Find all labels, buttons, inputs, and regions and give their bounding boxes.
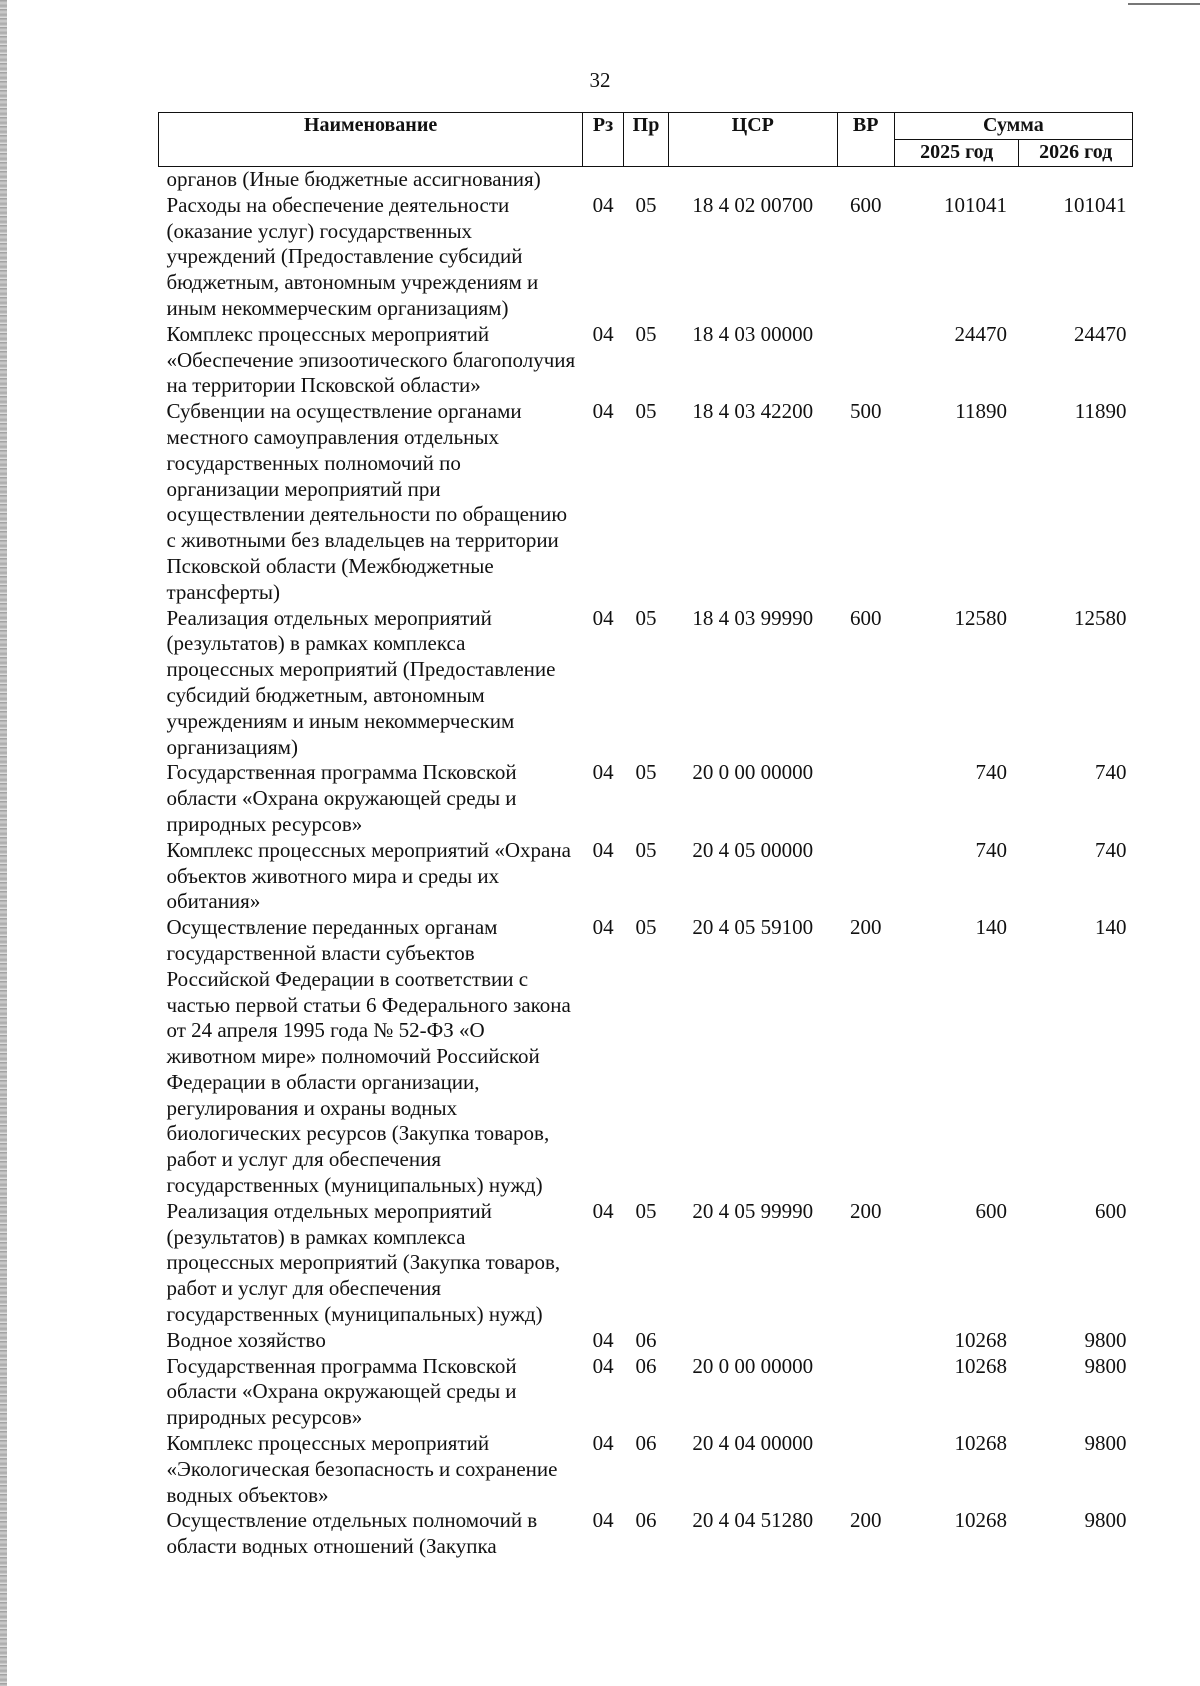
row-vr: 200	[849, 915, 882, 940]
row-sum-2026: 740	[1095, 760, 1127, 785]
row-name: Осуществление переданных органам государственной власти субъектов Российской Федерации в соответствии с частью первой статьи 6 Федерального закона от 24 апреля 1995 года № 52-ФЗ «О животном мире» полномочий Российской Федерации в области организации, регулирования и охраны водных биологических ресурсов (Закупка товаров, работ и услуг для обеспечения государственных (муниципальных) нужд)	[166, 915, 571, 1198]
row-sum-2025: 101041	[943, 192, 1007, 217]
row-vr: 500	[849, 399, 882, 424]
row-sum-2026: 24470	[1074, 321, 1127, 346]
row-pr: 06	[635, 1327, 657, 1352]
row-vr: 200	[849, 1508, 882, 1533]
row-rz: 04	[592, 915, 614, 940]
row-sum-2026: 101041	[1063, 192, 1127, 217]
col-header-name: Наименование	[159, 113, 583, 167]
page-number: 32	[589, 68, 611, 92]
row-sum-2026: 9800	[1084, 1327, 1127, 1352]
row-sum-2026: 12580	[1074, 605, 1127, 630]
row-vr	[837, 838, 894, 915]
row-sum-2025: 740	[975, 837, 1007, 862]
row-vr	[837, 322, 894, 399]
row-name: Комплекс процессных мероприятий «Охрана объектов животного мира и среды их обитания»	[166, 837, 571, 914]
row-pr: 06	[635, 1431, 657, 1456]
table-row	[159, 1431, 1133, 1508]
table-body	[159, 167, 1133, 1561]
row-pr: 05	[635, 605, 657, 630]
row-name: органов (Иные бюджетные ассигнования)	[166, 167, 541, 191]
row-sum-2025: 140	[975, 915, 1007, 940]
scan-mark	[1128, 3, 1200, 5]
budget-table	[158, 112, 1133, 1560]
table-row	[159, 1354, 1133, 1431]
row-pr: 05	[635, 837, 657, 862]
row-sum-2025: 12580	[954, 605, 1007, 630]
row-name: Реализация отдельных мероприятий (результатов) в рамках комплекса процессных мероприятий (Предоставление субсидий бюджетным, автономным учреждениям и иным некоммерческим организациям)	[166, 605, 556, 759]
row-vr: 600	[849, 605, 882, 630]
row-name: Водное хозяйство	[166, 1327, 326, 1352]
table-row	[159, 760, 1133, 837]
row-sum-2025: 11890	[955, 399, 1007, 424]
row-rz: 04	[592, 1508, 614, 1533]
row-csr: 20 4 05 59100	[692, 915, 814, 940]
row-sum-2026: 9800	[1084, 1353, 1127, 1378]
row-csr: 20 4 04 00000	[692, 1431, 814, 1456]
row-sum-2026	[1019, 167, 1133, 193]
row-pr: 05	[635, 915, 657, 940]
row-vr: 600	[849, 192, 882, 217]
row-rz: 04	[592, 1327, 614, 1352]
table-row	[159, 193, 1133, 322]
row-csr: 20 4 05 00000	[692, 837, 814, 862]
col-header-rz: Рз	[583, 113, 624, 167]
row-pr: 06	[635, 1508, 657, 1533]
row-sum-2025: 10268	[954, 1431, 1007, 1456]
row-csr: 18 4 03 00000	[692, 321, 814, 346]
table-row	[159, 1508, 1133, 1560]
row-rz: 04	[592, 1431, 614, 1456]
row-name: Комплекс процессных мероприятий «Экологическая безопасность и сохранение водных объектов»	[166, 1431, 558, 1507]
row-name: Комплекс процессных мероприятий «Обеспечение эпизоотического благополучия на территории Псковской области»	[166, 321, 576, 398]
row-rz: 04	[592, 192, 614, 217]
row-rz: 04	[592, 1198, 614, 1223]
row-rz: 04	[592, 1353, 614, 1378]
row-csr: 18 4 03 99990	[692, 605, 814, 630]
row-sum-2025: 10268	[954, 1353, 1007, 1378]
row-rz	[583, 167, 624, 193]
col-header-sum: Сумма	[894, 113, 1132, 140]
row-vr	[837, 1328, 894, 1354]
table-row	[159, 838, 1133, 915]
col-header-2026: 2026 год	[1019, 140, 1133, 167]
col-header-vr: ВР	[837, 113, 894, 167]
row-name: Субвенции на осуществление органами местного самоуправления отдельных государственных полномочий по организации мероприятий при осуществлении деятельности по обращению с животными без владельцев на территории Псковской области (Межбюджетные трансферты)	[166, 399, 568, 604]
row-sum-2025: 24470	[954, 321, 1007, 346]
col-header-pr: Пр	[624, 113, 669, 167]
table-row	[159, 915, 1133, 1199]
row-name: Государственная программа Псковской области «Охрана окружающей среды и природных ресурсов»	[166, 760, 517, 836]
row-csr: 20 4 05 99990	[692, 1198, 814, 1223]
table-row	[159, 322, 1133, 399]
row-pr: 05	[635, 192, 657, 217]
row-sum-2026: 11890	[1074, 399, 1127, 424]
row-csr: 20 0 00 00000	[692, 1353, 814, 1378]
row-vr	[837, 760, 894, 837]
row-rz: 04	[592, 321, 614, 346]
row-sum-2026: 600	[1095, 1198, 1127, 1223]
row-pr: 05	[635, 1198, 657, 1223]
row-rz: 04	[592, 837, 614, 862]
row-sum-2026: 740	[1095, 837, 1127, 862]
row-rz: 04	[592, 760, 614, 785]
row-csr: 18 4 02 00700	[692, 192, 814, 217]
row-sum-2026: 140	[1095, 915, 1127, 940]
row-csr	[668, 1328, 837, 1354]
row-vr	[837, 1431, 894, 1508]
row-sum-2025: 10268	[954, 1327, 1007, 1352]
col-header-2025: 2025 год	[894, 140, 1019, 167]
row-csr: 20 0 00 00000	[692, 760, 814, 785]
row-name: Государственная программа Псковской области «Охрана окружающей среды и природных ресурсов»	[166, 1353, 517, 1430]
row-pr: 05	[635, 760, 657, 785]
row-csr: 18 4 03 42200	[692, 399, 814, 424]
col-header-csr: ЦСР	[668, 113, 837, 167]
row-sum-2025: 740	[975, 760, 1007, 785]
row-sum-2026: 9800	[1084, 1508, 1127, 1533]
row-vr	[837, 1354, 894, 1431]
row-name: Реализация отдельных мероприятий (результатов) в рамках комплекса процессных мероприятий (Закупка товаров, работ и услуг для обеспечения государственных (муниципальных) нужд)	[166, 1198, 561, 1327]
row-rz: 04	[592, 605, 614, 630]
table-row	[159, 1328, 1133, 1354]
row-sum-2025: 600	[975, 1198, 1007, 1223]
row-pr: 06	[635, 1353, 657, 1378]
row-sum-2025: 10268	[954, 1508, 1007, 1533]
table-row	[159, 1199, 1133, 1328]
row-csr: 20 4 04 51280	[692, 1508, 814, 1533]
row-vr: 200	[849, 1198, 882, 1223]
row-rz: 04	[592, 399, 614, 424]
table-row	[159, 167, 1133, 193]
table-row	[159, 606, 1133, 761]
row-csr	[668, 167, 837, 193]
row-name: Осуществление отдельных полномочий в области водных отношений (Закупка	[166, 1508, 538, 1559]
row-vr	[837, 167, 894, 193]
row-pr: 05	[635, 399, 657, 424]
row-name: Расходы на обеспечение деятельности (оказание услуг) государственных учреждений (Предоставление субсидий бюджетным, автономным учреждениям и иным некоммерческим организациям)	[166, 192, 539, 320]
table-row	[159, 399, 1133, 605]
row-sum-2025	[894, 167, 1019, 193]
row-pr	[624, 167, 669, 193]
row-pr: 05	[635, 321, 657, 346]
row-sum-2026: 9800	[1084, 1431, 1127, 1456]
scan-edge	[0, 0, 7, 1686]
